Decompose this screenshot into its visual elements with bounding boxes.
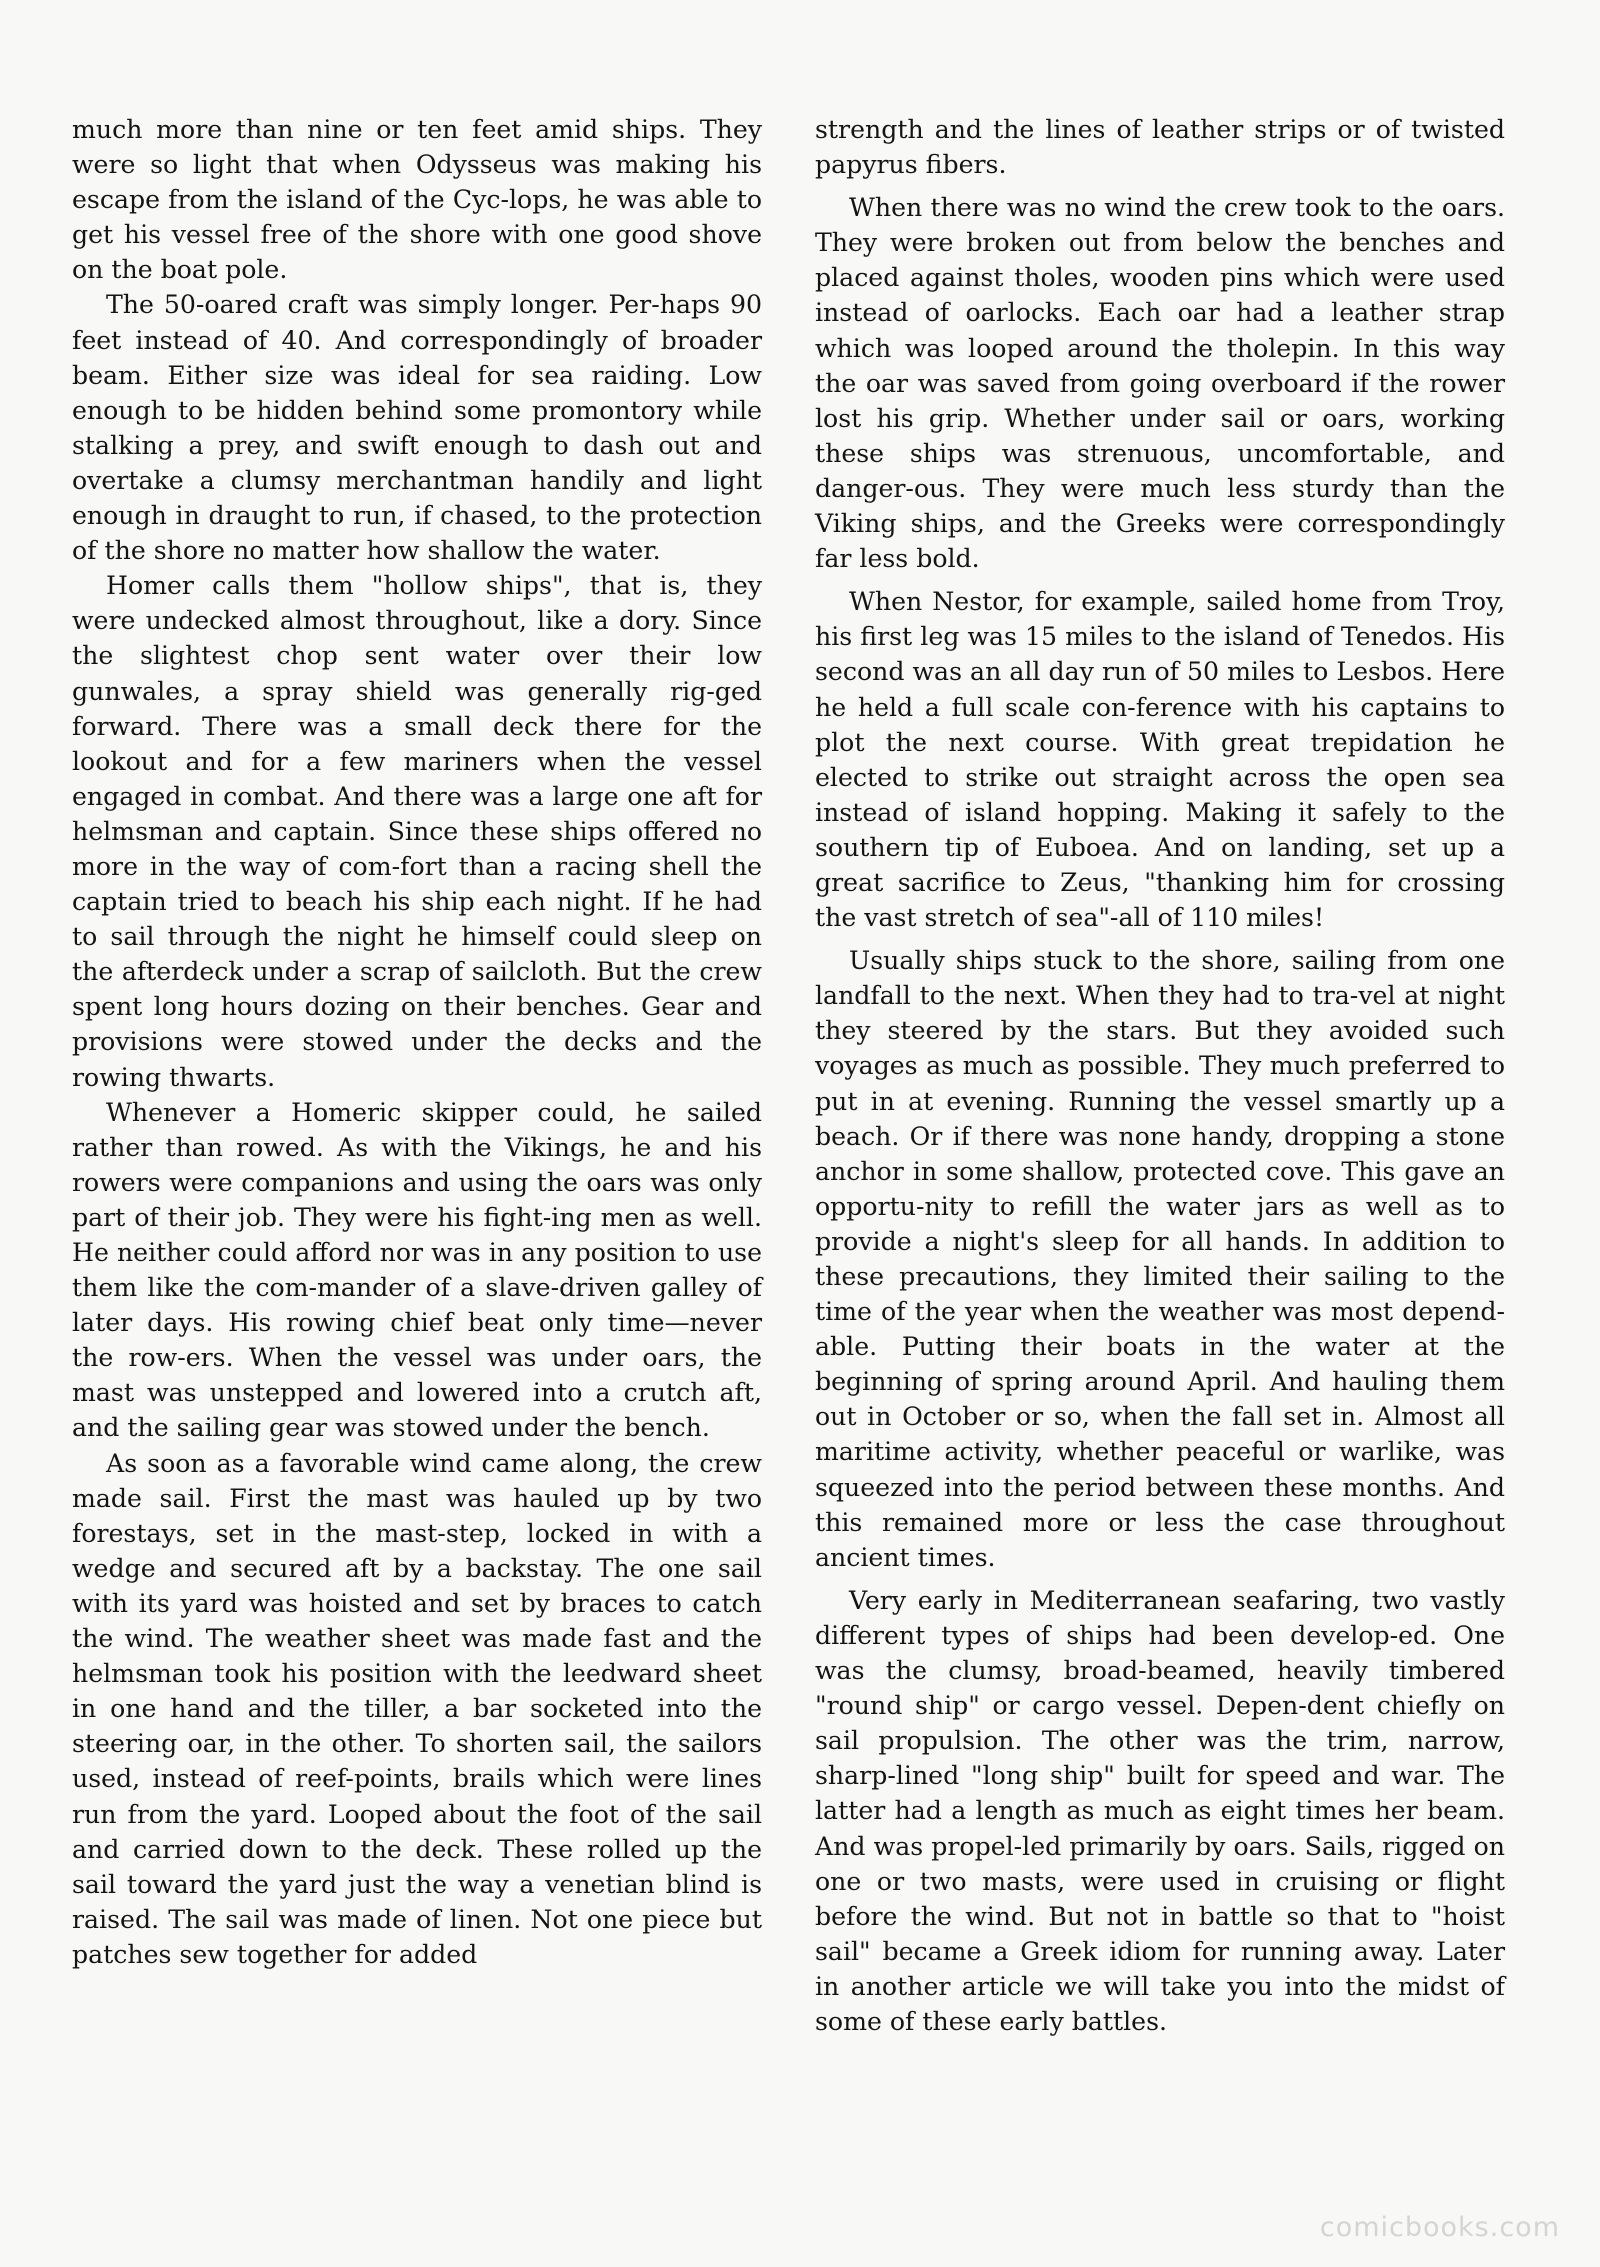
paragraph: Very early in Mediterranean seafaring, two vastly different types of ships had been develop-ed. One was the clumsy, broad-beamed, heavily timbered "round ship" or cargo vessel. Depen-dent chiefly on sail propulsion. The other was the trim, narrow, sharp-lined "long ship" built for speed and war. The latter had a length as much as eight times her beam. And was propel-led primarily by oars. Sails, rigged on one or two masts, were used in cruising or flight before the wind. But not in battle so that to "hoist sail" became a Greek idiom for running away. Later in another article we will take you into the midst of some of these early battles. bbox=[815, 1585, 1505, 2036]
right-text-column bbox=[815, 112, 1505, 2039]
paragraph: When there was no wind the crew took to the oars. They were broken out from below the benches and placed against tholes, wooden pins which were used instead of oarlocks. Each oar had a leather strap which was looped around the tholepin. In this way the oar was saved from going overboard if the rower lost his grip. Whether under sail or oars, working these ships was strenuous, uncomfortable, and danger-ous. They were much less sturdy than the Viking ships, and the Greeks were correspondingly far less bold. bbox=[815, 193, 1505, 574]
paragraph: The 50-oared craft was simply longer. Per-haps 90 feet instead of 40. And correspondingly of broader beam. Either size was ideal for sea raiding. Low enough to be hidden behind some promontory while stalking a prey, and swift enough to dash out and overtake a clumsy merchantman handily and light enough in draught to run, if chased, to the protection of the shore no matter how shallow the water. bbox=[72, 290, 762, 566]
paragraph: As soon as a favorable wind came along, the crew made sail. First the mast was hauled up by two forestays, set in the mast-step, locked in with a wedge and secured aft by a backstay. The one sail with its yard was hoisted and set by braces to catch the wind. The weather sheet was made fast and the helmsman took his position with the leedward sheet in one hand and the tiller, a bar socketed into the steering oar, in the other. To shorten sail, the sailors used, instead of reef-points, brails which were lines run from the yard. Looped about the foot of the sail and carried down to the deck. These rolled up the sail toward the yard just the way a venetian blind is raised. The sail was made of linen. Not one piece but patches sew together for added bbox=[72, 1448, 762, 1969]
site-watermark: comicbooks.com bbox=[1319, 2212, 1560, 2243]
paragraph-continued: strength and the lines of leather strips or of twisted papyrus fibers. bbox=[815, 115, 1505, 180]
paragraph: Homer calls them "hollow ships", that is, they were undecked almost throughout, like a dory. Since the slightest chop sent water over their low gunwales, a spray shield was generally rig-ged forward. There was a small deck there for the lookout and for a few mariners when the vessel engaged in combat. And there was a large one aft for helmsman and captain. Since these ships offered no more in the way of com-fort than a racing shell the captain tried to beach his ship each night. If he had to sail through the night he himself could sleep on the afterdeck under a scrap of sailcloth. But the crew spent long hours dozing on their benches. Gear and provisions were stowed under the decks and the rowing thwarts. bbox=[72, 571, 762, 1092]
paragraph: Usually ships stuck to the shore, sailing from one landfall to the next. When they had to tra-vel at night they steered by the stars. But they avoided such voyages as much as possible. They much preferred to put in at evening. Running the vessel smartly up a beach. Or if there was none handy, dropping a stone anchor in some shallow, protected cove. This gave an opportu-nity to refill the water jars as well as to provide a night's sleep for all hands. In addition to these precautions, they limited their sailing to the time of the year when the weather was most depend-able. Putting their boats in the water at the beginning of spring around April. And hauling them out in October or so, when the fall set in. Almost all maritime activity, whether peaceful or warlike, was squeezed into the period between these months. And this remained more or less the case throughout ancient times. bbox=[815, 946, 1505, 1572]
paragraph: When Nestor, for example, sailed home from Troy, his first leg was 15 miles to the island of Tenedos. His second was an all day run of 50 miles to Lesbos. Here he held a full scale con-ference with his captains to plot the next course. With great trepidation he elected to strike out straight across the open sea instead of island hopping. Making it safely to the southern tip of Euboea. And on landing, set up a great sacrifice to Zeus, "thanking him for crossing the vast stretch of sea"-all of 110 miles! bbox=[815, 587, 1505, 933]
paragraph: Whenever a Homeric skipper could, he sailed rather than rowed. As with the Vikings, he and his rowers were companions and using the oars was only part of their job. They were his fight-ing men as well. He neither could afford nor was in any position to use them like the com-mander of a slave-driven galley of later days. His rowing chief beat only time—never the row-ers. When the vessel was under oars, the mast was unstepped and lowered into a crutch aft, and the sailing gear was stowed under the bench. bbox=[72, 1097, 762, 1443]
paragraph-continued: much more than nine or ten feet amid ships. They were so light that when Odysseus was making his escape from the island of the Cyc-lops, he was able to get his vessel free of the shore with one good shove on the boat pole. bbox=[72, 115, 762, 285]
left-text-column bbox=[72, 112, 762, 1972]
